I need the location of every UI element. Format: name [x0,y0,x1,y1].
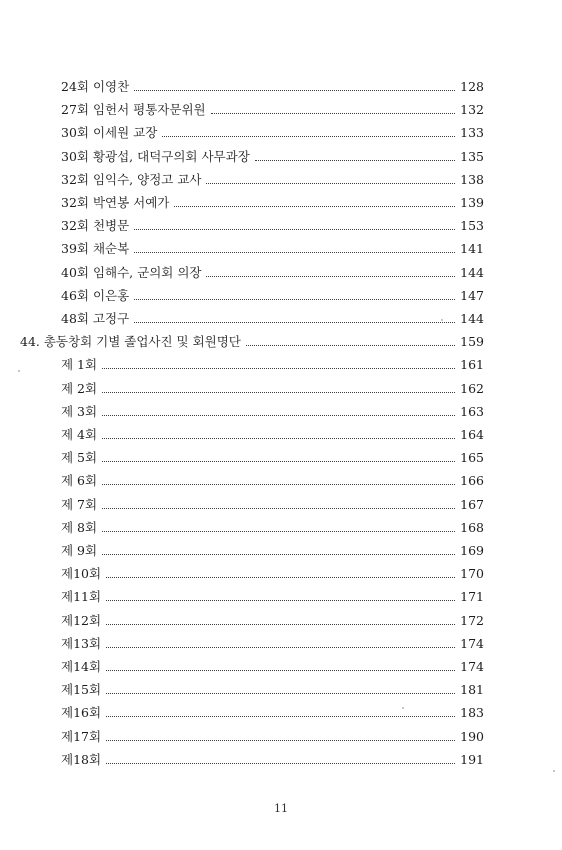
toc-entry-page: 172 [460,612,484,628]
toc-entry-label: 제 7회 [61,496,98,512]
toc-section-title: 44. 총동창회 기별 졸업사진 및 회원명단 [20,334,241,350]
toc-entry-page: 128 [460,79,484,94]
toc-entry-page: 191 [460,751,484,767]
dot-leader [106,647,455,648]
toc-entry-page: 174 [460,659,484,674]
toc-entry-label: 제 9회 [61,543,98,558]
scan-speck [402,707,404,709]
toc-entry-page: 139 [460,195,484,210]
toc-entry-label: 30회 이세원 교장 [61,125,158,141]
toc-entry [61,679,484,697]
toc-entry-page: 144 [460,264,484,280]
dot-leader [206,183,455,184]
toc-entry-label: 제15회 [61,682,102,698]
toc-entry-page: 190 [460,728,484,744]
toc-entry-page: 170 [460,566,484,582]
dot-leader [134,299,455,300]
toc-entry-page: 153 [460,218,484,234]
toc-entry [61,656,484,674]
dot-leader [102,438,455,439]
toc-entry-label: 제10회 [61,566,102,582]
dot-leader [106,600,455,601]
toc-entry [61,169,484,187]
dot-leader [134,252,455,253]
toc-entry-label: 제14회 [61,659,102,674]
toc-entry-page: 163 [460,403,484,419]
dot-leader [102,508,455,509]
toc-entry [61,354,484,372]
toc-entry-page: 169 [460,543,484,558]
toc-entry-label: 제11회 [61,589,102,605]
toc-entry-page: 162 [460,380,484,396]
dot-leader [211,113,455,114]
toc-entry [61,238,484,256]
dot-leader [246,345,455,346]
toc-entry-page: 141 [460,241,484,257]
dot-leader [134,322,455,323]
dot-leader [106,740,455,741]
dot-leader [106,624,455,625]
toc-entry-label: 24회 이영찬 [61,79,130,94]
toc-entry-label: 제17회 [61,728,102,744]
toc-entry-page: 138 [460,171,484,187]
toc-entry-label: 제 6회 [61,473,98,489]
toc-entry-label: 48회 고정구 [61,311,130,326]
toc-entry [61,494,484,512]
toc-entry-page: 132 [460,102,484,118]
toc-entry-page: 174 [460,635,484,651]
dot-leader [102,368,455,369]
toc-entry-label: 제 5회 [61,450,98,466]
toc-entry [61,424,484,442]
toc-entry-page: 159 [460,334,484,350]
toc-entry-page: 167 [460,496,484,512]
toc-entry-page: 133 [460,125,484,141]
dot-leader [106,716,455,717]
toc-entry-page: 161 [460,357,484,373]
toc-entry-label: 32회 임익수, 양정고 교사 [61,171,202,187]
dot-leader [102,554,455,555]
toc-entry-label: 제 8회 [61,519,98,535]
toc-entry-label: 46회 이은홍 [61,287,130,303]
toc-entry-label: 제13회 [61,635,102,651]
dot-leader [255,160,455,161]
toc-entry-label: 40회 임해수, 군의회 의장 [61,264,202,280]
toc-entry-label: 27회 임헌서 평통자문위원 [61,102,206,118]
dot-leader [106,577,455,578]
page-number: 11 [274,802,288,815]
dot-leader [102,531,455,532]
toc-entry [61,563,484,581]
toc-entry-page: 168 [460,519,484,535]
toc-entry [61,633,484,651]
dot-leader [106,670,455,671]
toc-entry-label: 제12회 [61,612,102,628]
scan-speck [18,370,20,372]
toc-entry [61,447,484,465]
dot-leader [134,229,455,230]
toc-entry-label: 제16회 [61,705,102,721]
toc-entry [61,122,484,140]
toc-entry [61,192,484,210]
toc-entry-page: 135 [460,148,484,164]
toc-entry [61,517,484,535]
toc-entry-page: 144 [460,311,484,326]
toc-entry-label: 제 4회 [61,427,98,442]
toc-entry-label: 30회 황광섭, 대덕구의회 사무과장 [61,148,250,164]
toc-entry [61,610,484,628]
toc-entry-page: 183 [460,705,484,721]
scan-speck [441,319,443,321]
toc-entry [61,540,484,558]
dot-leader [162,136,455,137]
toc-entry-page: 181 [460,682,484,698]
toc-entry-label: 제18회 [61,751,102,767]
toc-entry [61,702,484,720]
toc-entry [61,470,484,488]
toc-entry [61,586,484,604]
dot-leader [206,276,455,277]
toc-entry-label: 32회 천병문 [61,218,130,234]
toc-entry [61,378,484,396]
toc-entry-label: 제 3회 [61,403,98,419]
toc-entry-label: 제 2회 [61,380,98,396]
toc-entry-page: 165 [460,450,484,466]
toc-entry-page: 164 [460,427,484,442]
dot-leader [102,484,455,485]
toc-entry [61,76,484,94]
dot-leader [106,763,455,764]
toc-entry [61,146,484,164]
dot-leader [106,693,455,694]
toc-entry-label: 32회 박연봉 서예가 [61,195,170,210]
toc-entry [61,308,484,326]
toc-entry [61,749,484,767]
toc-entry [61,262,484,280]
toc-entry-page: 171 [460,589,484,605]
toc-entry-label: 제 1회 [61,357,98,373]
toc-entry-label: 39회 채순복 [61,241,130,257]
dot-leader [134,90,455,91]
toc-entry [20,331,484,349]
scan-speck [553,770,555,772]
dot-leader [102,415,455,416]
toc-entry [61,726,484,744]
toc-entry [61,285,484,303]
toc-entry-page: 166 [460,473,484,489]
toc-entry [61,215,484,233]
toc-entry-page: 147 [460,287,484,303]
toc-entry [61,401,484,419]
dot-leader [174,206,455,207]
toc-entry [61,99,484,117]
dot-leader [102,392,455,393]
dot-leader [102,461,455,462]
